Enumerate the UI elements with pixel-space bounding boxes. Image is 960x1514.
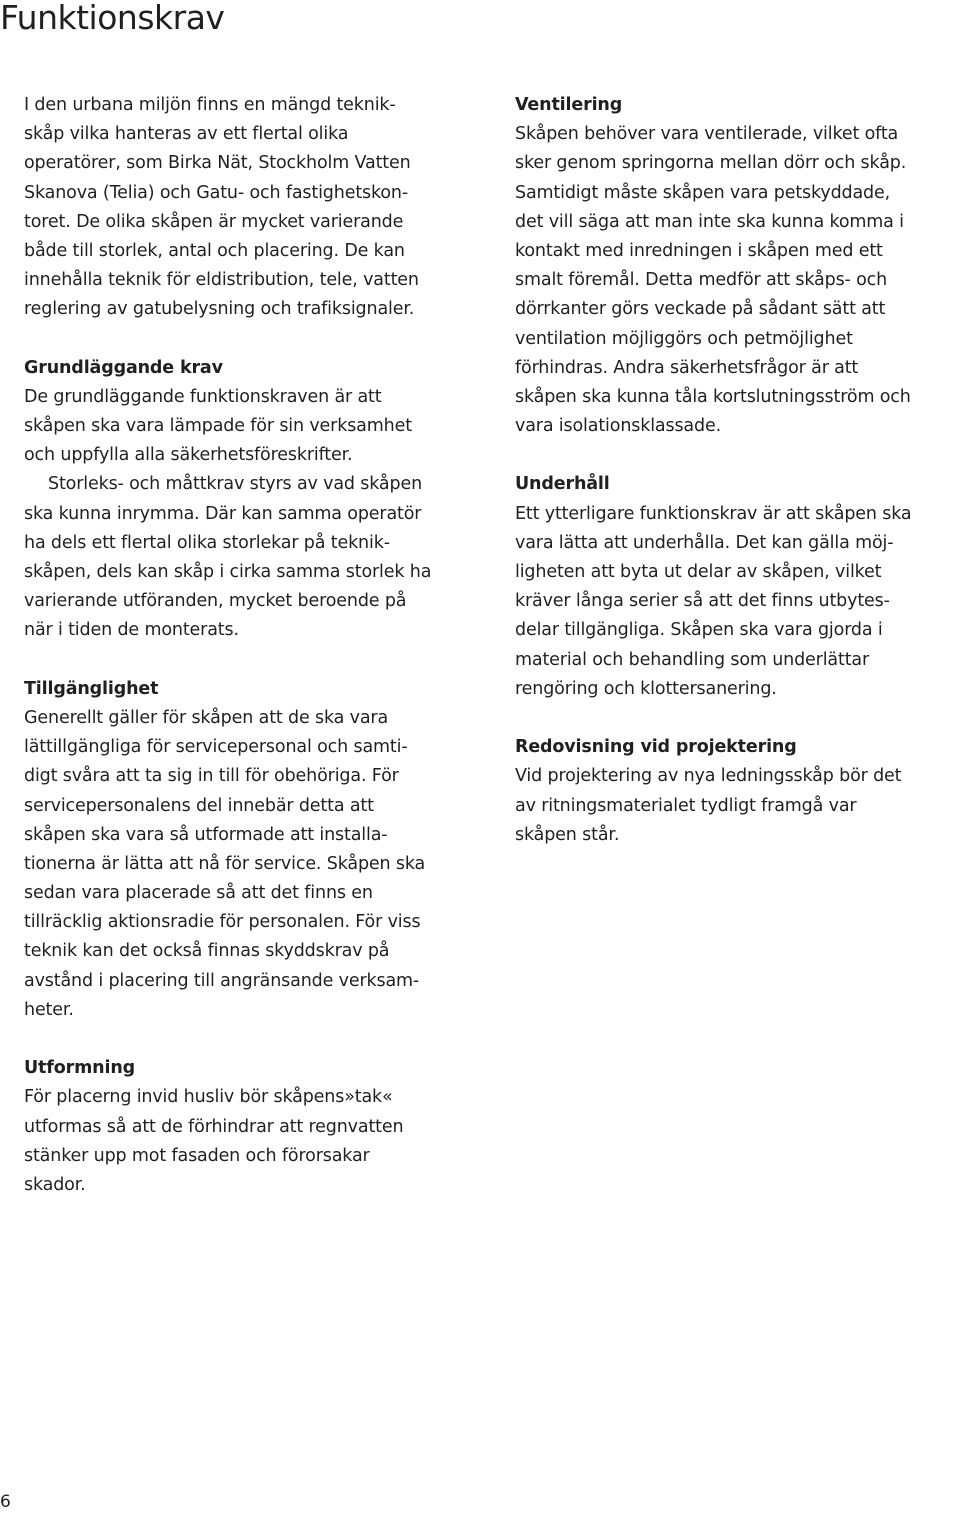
text-line: skåpen ska vara lämpade för sin verksamhet <box>24 416 412 437</box>
text-line: av ritningsmaterialet tydligt framgå var <box>515 795 857 816</box>
text-line: dörrkanter görs veckade på sådant sätt att <box>515 299 886 320</box>
text-line: För placerng invid husliv bör skåpens»tak« <box>24 1087 393 1108</box>
text-line: Skåpen behöver vara ventilerade, vilket ofta <box>515 124 899 145</box>
text-line: toret. De olika skåpen är mycket varierande <box>24 211 404 232</box>
text-line: stänker upp mot fasaden och förorsakar <box>24 1145 370 1166</box>
left-column <box>24 91 476 1200</box>
text-line: skåpen, dels kan skåp i cirka samma storlek ha <box>24 562 432 582</box>
text-line: skåpen ska kunna tåla kortslutningsström och <box>515 386 911 407</box>
text-line: teknik kan det också finnas skyddskrav på <box>24 941 390 962</box>
section-grundlaggande-krav <box>24 354 476 646</box>
text-line: Samtidigt måste skåpen vara petskyddade, <box>515 182 891 203</box>
section-heading: Tillgänglighet <box>24 678 159 699</box>
text-line: material och behandling som underlättar <box>515 649 870 670</box>
page-title: Funktionskrav <box>0 0 225 37</box>
text-line: utformas så att de förhindrar att regnvatten <box>24 1116 404 1137</box>
text-line: ska kunna inrymma. Där kan samma operatör <box>24 503 422 524</box>
text-line: operatörer, som Birka Nät, Stockholm Vatten <box>24 153 411 174</box>
text-line: både till storlek, antal och placering. De kan <box>24 240 405 261</box>
text-line: skåpen står. <box>515 824 620 845</box>
text-line: tillräcklig aktionsradie för personalen. För viss <box>24 912 421 933</box>
text-line: I den urbana miljön finns en mängd teknik- <box>24 95 396 115</box>
text-line: Ett ytterligare funktionskrav är att skåpen ska <box>515 503 912 524</box>
text-line: skåpen ska vara så utformade att installa- <box>24 824 388 845</box>
section-heading: Underhåll <box>515 474 610 495</box>
text-line: Skanova (Telia) och Gatu- och fastighetskon- <box>24 182 409 203</box>
text-line: reglering av gatubelysning och trafiksignaler. <box>24 299 415 320</box>
text-line: ligheten att byta ut delar av skåpen, vilket <box>515 562 882 582</box>
section-heading: Ventilering <box>515 95 623 115</box>
text-line: och uppfylla alla säkerhetsföreskrifter. <box>24 445 353 466</box>
section-underhall <box>515 470 960 704</box>
text-line: skador. <box>24 1174 86 1195</box>
text-line: varierande utföranden, mycket beroende på <box>24 591 407 612</box>
text-line: ventilation möjliggörs och petmöjlighet <box>515 328 853 349</box>
section-ventilering <box>515 91 960 441</box>
text-line: digt svåra att ta sig in till för obehöriga. För <box>24 766 399 787</box>
text-line: Storleks- och måttkrav styrs av vad skåpen <box>48 474 423 495</box>
text-line: när i tiden de monterats. <box>24 620 239 641</box>
text-line: skåp vilka hanteras av ett flertal olika <box>24 124 349 145</box>
section-redovisning <box>515 733 960 850</box>
text-line: sker genom springorna mellan dörr och skåp. <box>515 153 907 174</box>
text-line: det vill säga att man inte ska kunna komma i <box>515 211 904 232</box>
intro-paragraph <box>24 91 476 325</box>
text-line: kontakt med inredningen i skåpen med ett <box>515 240 883 261</box>
text-line: innehålla teknik för eldistribution, tele, vatten <box>24 270 419 291</box>
text-line: De grundläggande funktionskraven är att <box>24 386 382 407</box>
text-line: smalt föremål. Detta medför att skåps- och <box>515 270 888 291</box>
text-line: vara isolationsklassade. <box>515 416 721 437</box>
text-line: servicepersonalens del innebär detta att <box>24 795 374 816</box>
text-line: vara lätta att underhålla. Det kan gälla möj- <box>515 532 894 553</box>
text-line: sedan vara placerade så att det finns en <box>24 883 373 904</box>
page-number: 6 <box>0 1492 11 1512</box>
text-line: Vid projektering av nya ledningsskåp bör det <box>515 766 902 787</box>
text-line: lättillgängliga för servicepersonal och samti- <box>24 737 408 758</box>
section-heading: Utformning <box>24 1058 136 1079</box>
section-heading: Redovisning vid projektering <box>515 737 797 758</box>
text-line: rengöring och klottersanering. <box>515 678 777 699</box>
section-utformning <box>24 1054 476 1200</box>
section-tillganglighet <box>24 675 476 1025</box>
text-line: avstånd i placering till angränsande verksam- <box>24 970 420 991</box>
text-line: ha dels ett flertal olika storlekar på teknik- <box>24 532 390 553</box>
text-line: heter. <box>24 999 74 1020</box>
text-line: tionerna är lätta att nå för service. Skåpen ska <box>24 853 426 874</box>
section-heading: Grundläggande krav <box>24 357 223 378</box>
text-line: förhindras. Andra säkerhetsfrågor är att <box>515 357 859 378</box>
text-line: Generellt gäller för skåpen att de ska vara <box>24 707 389 728</box>
right-column <box>515 91 960 850</box>
text-line: delar tillgängliga. Skåpen ska vara gjorda i <box>515 620 883 641</box>
text-line: kräver långa serier så att det finns utbytes- <box>515 591 890 612</box>
